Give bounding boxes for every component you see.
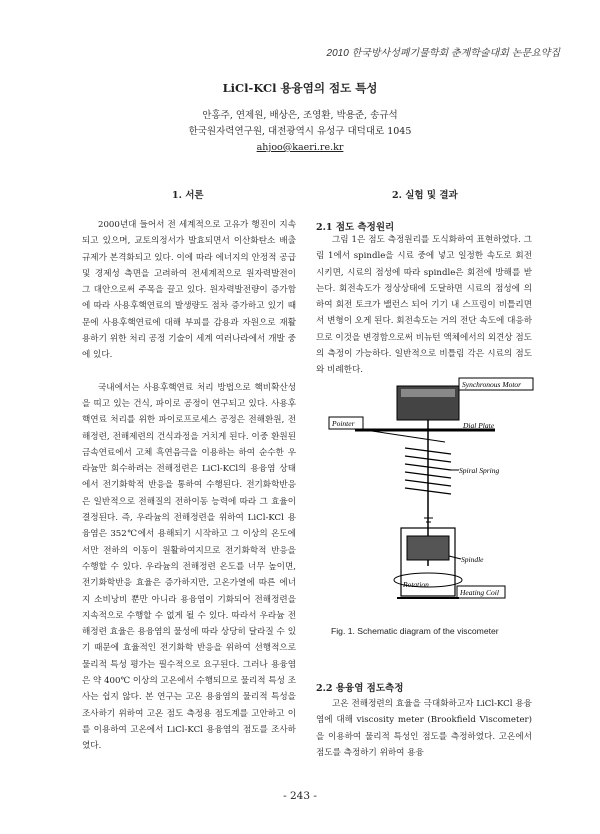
- intro-paragraph-1: 2000년대 들어서 전 세계적으로 고유가 행진이 지속되고 있으며, 교토의정서가 발효되면서 이산화탄소 배출규제가 본격화되고 있다. 이에 따라 에너지의 안정적 공급 및 경제성 측면을 고려하여 전세계적으로 원자력발전이 그 대안으로써 주목을 끌고 있다. 원자력발전량이 증가함에 따라 사용후핵연료의 발생량도 점차 증가하고 있기 때문에 사용후핵연료에 대해 부피를 감용과 자원으로 재활용하기 위한 처리 공정 기술이 세계 여러나라에서 개발 중에 있다.: [82, 220, 296, 361]
- rotation-label: Rotation: [403, 580, 429, 589]
- motor-highlight: [401, 389, 455, 397]
- subsection-2-1-title: 2.1 점도 측정원리: [316, 222, 395, 233]
- page-number: - 243 -: [283, 790, 317, 802]
- subsection-2-2-title: 2.2 용융염 점도측정: [316, 683, 404, 694]
- exp-column-top: [316, 232, 532, 379]
- pointer-label: Pointer: [332, 419, 355, 428]
- exp-column-bottom: [316, 696, 532, 761]
- figure-caption: Fig. 1. Schematic diagram of the viscometer: [331, 626, 499, 636]
- journal-header: 2010 한국방사성폐기물학회 춘계학술대회 논문요약집: [326, 48, 560, 59]
- pointer-line: [365, 430, 445, 442]
- author-names: 안홍주, 연제원, 배상은, 조영환, 박용준, 송규석: [202, 110, 398, 121]
- author-block: [0, 108, 600, 156]
- paper-title: LiCl-KCl 용융염의 점도 특성: [222, 81, 378, 95]
- intro-column: [82, 217, 296, 755]
- author-email[interactable]: ahjoo@kaeri.re.kr: [256, 142, 344, 153]
- affiliation: 한국원자력연구원, 대전광역시 유성구 대덕대로 1045: [188, 126, 412, 137]
- spindle-body: [407, 536, 449, 560]
- section-exp-title: 2. 실험 및 결과: [392, 190, 458, 201]
- spindle-label: Spindle: [461, 555, 484, 564]
- coil-label: Heating Coil: [460, 588, 499, 597]
- spring-label: Spiral Spring: [459, 466, 500, 475]
- intro-paragraph-2: 국내에서는 사용후핵연료 처리 방법으로 핵비확산성을 띠고 있는 건식, 파이로 공정이 연구되고 있다. 사용후핵연료 처리를 위한 파이로프로세스 공정은 전해환원, 전해정련, 전해제련의 건식과정을 거치게 된다. 이중 환원된 금속연료에서 고체 흑연음극을 이용하는 하여 순수한 우라늄만 회수하려는 전해정련은 LiCl-KCl의 용융염 상태에서 전기화학적 반응을 통하여 수행된다. 전기화학반응은 일반적으로 전해질의 전하이동 능력에 따라 그 효율이 결정된다. 즉, 우라늄의 전해정련을 위하여 LiCl-KCl 용융염은 352℃에서 용해되기 시작하고 그 이상의 온도에서만 전하의 이동이 원활하여지므로 전기화학적 반응을 수행할 수 있다. 우라늄의 전해정련 온도를 너무 높이면, 전기화학반응 효율은 증가하지만, 고온가열에 따른 에너지 소비낭비 뿐만 아니라 용융염이 기화되어 전해정련을 지속적으로 수행할 수 없게 될 수 있다. 따라서 우라늄 전해정련 효율은 용융염의 물성에 따라 상당히 달라질 수 있기 때문에 효율적인 전기화학 반응을 위하여 선행적으로 물리적 특성 평가는 필수적으로 요구된다. 그러나 용융염은 약 400℃ 이상의 고온에서 수행되므로 물리적 특성 조사는 쉽지 않다. 본 연구는 고온 용융염의 물리적 특성을 조사하기 위하여 고온 점도 측정용 점도계를 고안하고 이를 이용하여 고온에서 LiCl-KCl 용융염의 점도를 조사하였다.: [82, 382, 296, 752]
- viscometer-diagram: [325, 380, 535, 618]
- section-intro-title: 1. 서론: [172, 190, 204, 201]
- dial-label: Dial Plate: [463, 421, 495, 430]
- motor-label: Synchronous Motor: [462, 380, 522, 389]
- exp-paragraph-2: 고온 전해정련의 효율을 극대화하고자 LiCl-KCl 용융염에 대해 viscosity meter (Brookfield Viscometer)을 이용하여 물리적 특성인 점도를 측정하였다. 고온에서 점도를 측정하기 위하여 용융: [316, 699, 532, 758]
- exp-paragraph-1: 그림 1은 점도 측정원리를 도식화하여 표현하였다. 그림 1에서 spindle을 시료 중에 넣고 일정한 속도로 회전시키면, 시료의 점성에 따라 spindle은 회전에 방해를 받는다. 회전속도가 정상상태에 도달하면 시료의 점성에 의하여 회전 토크가 밸런스 되어 기기 내 스프링이 비틀리면서 변형이 오게 된다. 회전속도는 거의 전단 속도에 대응하므로 이것을 변경함으로써 비뉴턴 액체에서의 외견상 점도의 측정이 가능하다. 일반적으로 비틀림 각은 시료의 점도와 비례한다.: [316, 235, 532, 376]
